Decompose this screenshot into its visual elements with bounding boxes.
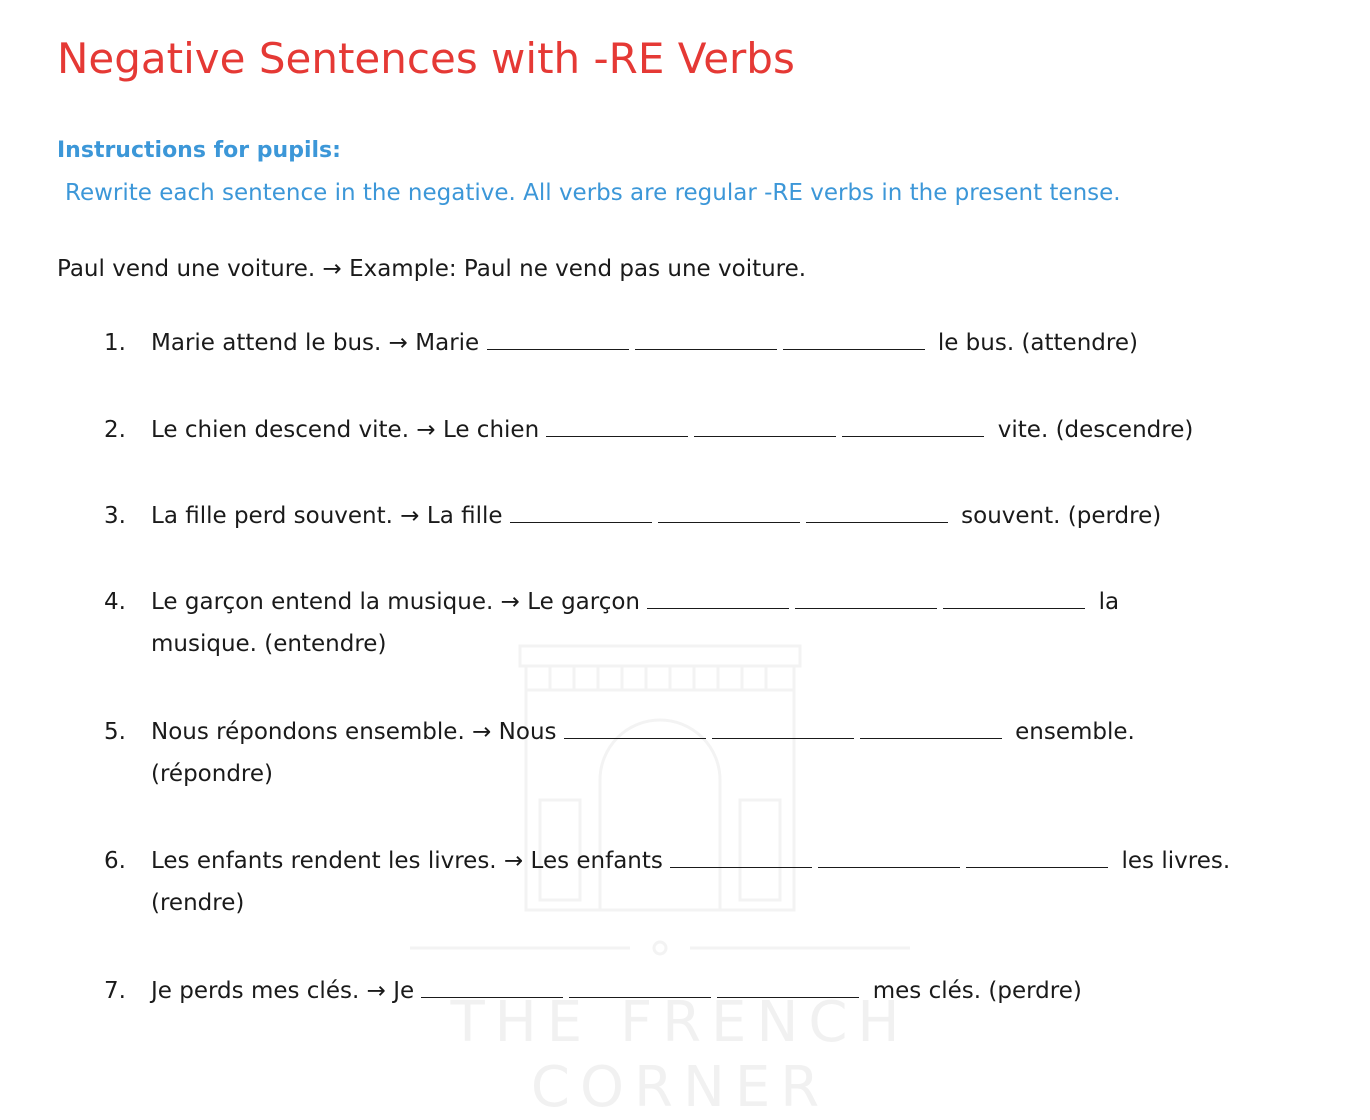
exercise-prompt: Le garçon entend la musique. xyxy=(151,589,494,615)
answer-blank[interactable] xyxy=(712,722,854,739)
exercise-prompt: Nous répondons ensemble. xyxy=(151,719,465,745)
exercise-subject: Les enfants xyxy=(530,848,663,874)
answer-blank[interactable] xyxy=(783,333,925,350)
instructions-heading: Instructions for pupils: xyxy=(57,138,341,163)
arrow-icon: → xyxy=(366,978,386,1004)
exercise-item xyxy=(104,970,1324,1012)
answer-blank[interactable] xyxy=(510,506,652,523)
example-sentence xyxy=(57,256,806,282)
answer-blank[interactable] xyxy=(795,592,937,609)
exercise-item xyxy=(104,495,1324,537)
exercise-subject: Nous xyxy=(498,719,557,745)
watermark-text: THE FRENCH CORNER xyxy=(450,990,910,1120)
exercise-rest: le bus. (attendre) xyxy=(937,330,1138,356)
instructions-text: Rewrite each sentence in the negative. All verbs are regular -RE verbs in the present tense. xyxy=(65,180,1121,206)
arrow-icon: → xyxy=(322,256,342,282)
exercise-number: 2. xyxy=(104,417,126,443)
exercise-rest: les livres. (rendre) xyxy=(151,848,1231,916)
exercise-item xyxy=(104,711,1324,795)
exercise-prompt: Je perds mes clés. xyxy=(151,978,360,1004)
exercise-number: 5. xyxy=(104,719,126,745)
answer-blank[interactable] xyxy=(842,420,984,437)
exercise-item xyxy=(104,840,1324,924)
answer-blank[interactable] xyxy=(546,420,688,437)
exercise-rest: mes clés. (perdre) xyxy=(872,978,1082,1004)
answer-blank[interactable] xyxy=(658,506,800,523)
arrow-icon: → xyxy=(400,503,420,529)
exercise-subject: Le chien xyxy=(442,417,540,443)
example-answer: Example: Paul ne vend pas une voiture. xyxy=(349,256,807,282)
exercise-item xyxy=(104,322,1324,364)
arrow-icon: → xyxy=(503,848,524,874)
exercise-prompt: La fille perd souvent. xyxy=(151,503,393,529)
answer-blank[interactable] xyxy=(569,981,711,998)
answer-blank[interactable] xyxy=(421,981,563,998)
answer-blank[interactable] xyxy=(670,851,812,868)
example-prompt: Paul vend une voiture. xyxy=(57,256,316,282)
exercise-rest: souvent. (perdre) xyxy=(961,503,1162,529)
exercise-number: 7. xyxy=(104,978,126,1004)
exercise-subject: La fille xyxy=(426,503,503,529)
exercise-rest: vite. (descendre) xyxy=(997,417,1194,443)
answer-blank[interactable] xyxy=(806,506,948,523)
exercise-number: 4. xyxy=(104,589,126,615)
answer-blank[interactable] xyxy=(818,851,960,868)
exercise-item xyxy=(104,409,1324,451)
exercise-number: 3. xyxy=(104,503,126,529)
exercise-item xyxy=(104,581,1324,665)
exercise-subject: Marie xyxy=(415,330,480,356)
page-title: Negative Sentences with -RE Verbs xyxy=(57,34,795,83)
exercise-number: 6. xyxy=(104,848,126,874)
arrow-icon: → xyxy=(472,719,492,745)
exercise-subject: Le garçon xyxy=(527,589,641,615)
answer-blank[interactable] xyxy=(487,333,629,350)
answer-blank[interactable] xyxy=(635,333,777,350)
arrow-icon: → xyxy=(416,417,436,443)
arrow-icon: → xyxy=(500,589,520,615)
exercise-rest: la musique. (entendre) xyxy=(151,589,1120,657)
exercise-subject: Je xyxy=(393,978,415,1004)
exercise-rest: ensemble. (répondre) xyxy=(151,719,1135,787)
exercise-prompt: Marie attend le bus. xyxy=(151,330,382,356)
answer-blank[interactable] xyxy=(647,592,789,609)
answer-blank[interactable] xyxy=(943,592,1085,609)
answer-blank[interactable] xyxy=(717,981,859,998)
answer-blank[interactable] xyxy=(966,851,1108,868)
exercise-number: 1. xyxy=(104,330,126,356)
answer-blank[interactable] xyxy=(564,722,706,739)
arrow-icon: → xyxy=(388,330,408,356)
answer-blank[interactable] xyxy=(860,722,1002,739)
answer-blank[interactable] xyxy=(694,420,836,437)
exercise-prompt: Le chien descend vite. xyxy=(151,417,410,443)
exercise-prompt: Les enfants rendent les livres. xyxy=(151,848,497,874)
